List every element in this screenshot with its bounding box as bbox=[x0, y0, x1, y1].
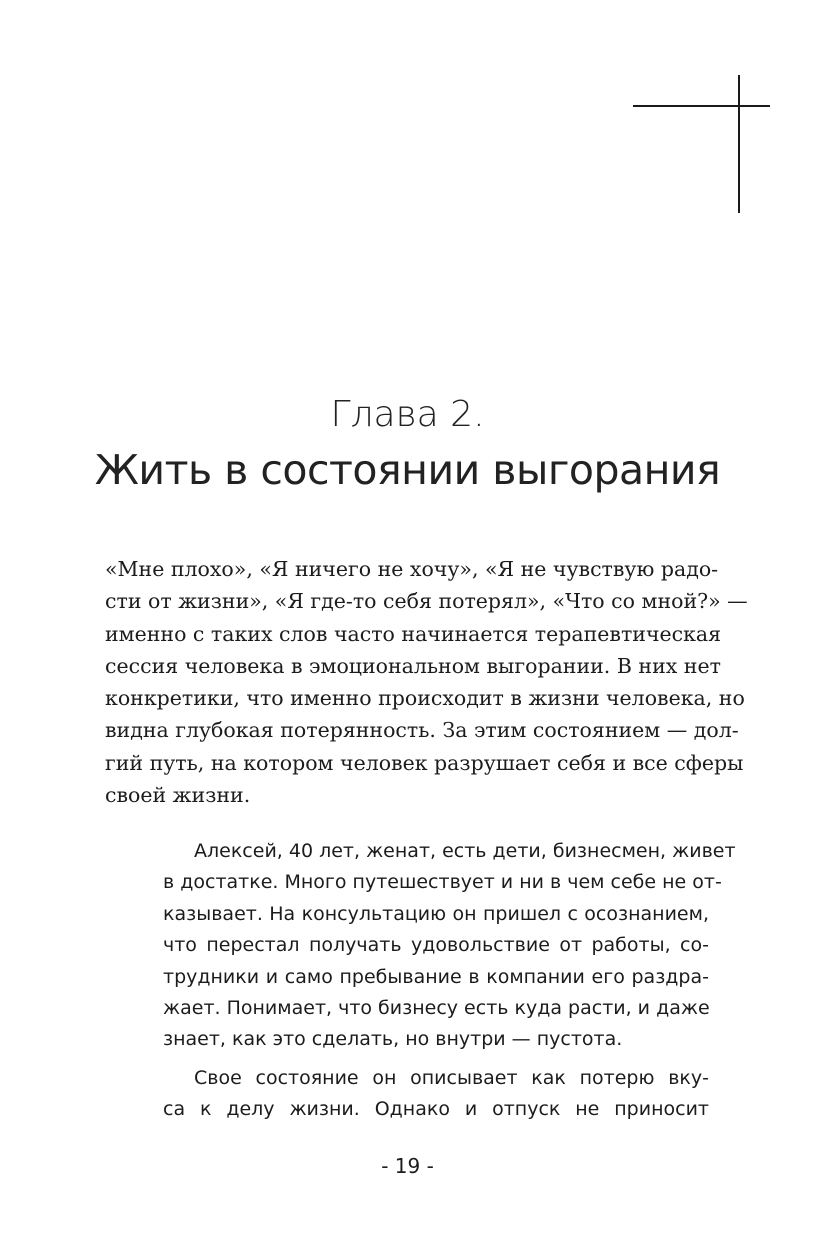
text-line: «Мне плохо», «Я ничего не хочу», «Я не чувствую радо- bbox=[105, 557, 719, 581]
text-line: знает, как это сделать, но внутри — пустота. bbox=[163, 1028, 623, 1051]
text-line: жает. Понимает, что бизнесу есть куда расти, и даже bbox=[163, 997, 710, 1020]
text-line: что перестал получать удовольствие от работы, со- bbox=[163, 934, 709, 957]
crop-mark-vertical bbox=[738, 75, 740, 213]
crop-mark-horizontal bbox=[633, 105, 770, 107]
text-line: сти от жизни», «Я где-то себя потерял», «Что со мной?» — bbox=[105, 589, 748, 614]
page-number: - 19 - bbox=[381, 1154, 434, 1178]
text-line: сессия человека в эмоциональном выгорании. В них нет bbox=[105, 653, 721, 678]
chapter-title: Жить в состоянии выгорания bbox=[94, 446, 721, 494]
text-line: казывает. На консультацию он пришел с осознанием, bbox=[163, 902, 709, 925]
text-line: са к делу жизни. Однако и отпуск не приносит bbox=[163, 1098, 709, 1121]
text-line: в достатке. Много путешествует и ни в чем себе не от- bbox=[163, 871, 722, 894]
intro-paragraph bbox=[105, 553, 748, 811]
case-study-block bbox=[163, 836, 736, 1126]
text-line: гий путь, на котором человек разрушает себя и все сферы bbox=[105, 750, 744, 775]
text-line: конкретики, что именно происходит в жизни человека, но bbox=[105, 686, 745, 711]
chapter-number: Глава 2. bbox=[330, 394, 485, 435]
text-line: Алексей, 40 лет, женат, есть дети, бизнесмен, живет bbox=[194, 840, 736, 862]
paragraph-gap bbox=[163, 1056, 709, 1063]
text-line: именно с таких слов часто начинается терапевтическая bbox=[105, 621, 722, 646]
text-line: Свое состояние он описывает как потерю вку- bbox=[194, 1066, 709, 1089]
text-line: трудники и само пребывание в компании его раздра- bbox=[163, 965, 709, 988]
text-line: своей жизни. bbox=[105, 783, 251, 808]
text-line: видна глубокая потерянность. За этим состоянием — дол- bbox=[105, 718, 739, 743]
